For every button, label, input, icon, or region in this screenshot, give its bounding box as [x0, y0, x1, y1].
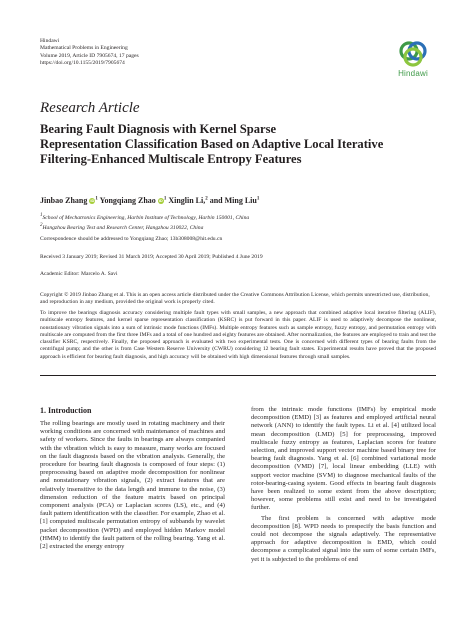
author-name[interactable]: Yongqiang Zhao — [99, 196, 156, 205]
correspondence: Correspondence should be addressed to Yongqiang Zhao; 13b308008@hit.edu.cn — [40, 236, 223, 242]
academic-editor: Academic Editor: Marcelo A. Savi — [40, 271, 118, 277]
affil-marker: 2 — [205, 196, 208, 202]
paragraph: The first problem is concerned with adaptive mode decomposition [8]. WPD needs to prespecify the basis function and could not decompose the signals adaptively. The representative approach for adaptive decomposition is EMD, which could decompose a complicated signal into the sum of some certain IMFs, yet it is subjected to the problems of end — [251, 514, 436, 563]
orcid-icon[interactable]: iD — [90, 198, 95, 203]
orcid-icon[interactable]: iD — [158, 198, 163, 203]
title-line: Representation Classification Based on Adaptive Local Iterative — [40, 137, 384, 152]
hindawi-logo — [392, 38, 434, 84]
author-conjunction: and — [209, 196, 223, 205]
affiliations — [40, 212, 249, 233]
abstract: To improve the bearings diagnosis accuracy considering multiple fault types with small samples, a new approach that combined adaptive local iterative filtering (ALIF), multiscale entropy features, and kernel sparse representation classification (KSRC) is put forward in this paper. ALIF is used to adaptively decompose the nonlinear, nonstationary vibration signals into a sum of intrinsic mode functions (IMFs). Multiple entropy features such as sample entropy, fuzzy entropy, and permutation entropy with multiscale are computed from the first three IMFs and a total of one hundred and eighty features are obtained. After normalization, the features are employed to train and test the classifier KSRC, respectively. Finally, the proposed approach is evaluated with two experimental tests. One is concerned with different types of bearing faults from the centrifugal pump; and the other is from Case Western Reserve University (CWRU) considering 12 bearing fault states. Experimental results have proved that the proposed approach is efficient for bearing fault diagnosis, and high accuracy will be obtained with high dimensional features through small samples. — [40, 310, 436, 360]
title-line: Bearing Fault Diagnosis with Kernel Sparse — [40, 122, 277, 136]
affiliation-item: $^2$Hangzhou Bearing Test and Research Center, Hangzhou 310022, China — [40, 223, 204, 232]
author-name[interactable]: Jinbao Zhang — [40, 196, 88, 205]
copyright-notice: Copyright © 2019 Jinbao Zhang et al. This is an open access article distributed under the Creative Commons Attribution License, which permits unrestricted use, distribution, and reproduction in any medium, provided the original work is properly cited. — [40, 292, 430, 306]
article-type: Research Article — [40, 100, 140, 116]
hindawi-logo-icon — [398, 38, 428, 68]
affil-marker: 1 — [95, 196, 98, 202]
article-title — [40, 122, 440, 168]
affil-marker: 1 — [163, 196, 167, 202]
author-name[interactable]: Ming Liu — [224, 196, 257, 205]
article-dates: Received 3 January 2019; Revised 31 March 2019; Accepted 30 April 2019; Published 4 June 2019 — [40, 254, 263, 260]
journal-header — [40, 38, 139, 67]
author-name[interactable]: Xinglin Li, — [168, 196, 206, 205]
journal-title: Mathematical Problems in Engineering — [40, 45, 128, 52]
author-list — [40, 196, 259, 205]
journal-publisher: Hindawi — [40, 38, 60, 44]
section-divider — [40, 375, 436, 376]
affil-marker: 1 — [256, 196, 260, 202]
paragraph: from the intrinsic mode functions (IMFs) by empirical mode decomposition (EMD) [3] as features and employed artificial neural network (ANN) to identify the fault types. Li et al. [4] utilized local mean decomposition (LMD) [5] for preprocessing, improved multiscale fuzzy entropy as features, Laplacian scores for feature selection, and improved support vector machine based binary tree for bearing fault diagnosis. Yang et al. [6] combined variational mode decomposition (VMD) [7], local linear embedding (LLE) with support vector machine (SVM) to diagnose mechanical faults of the rotor-bearing-casing system. Good effects in bearing fault diagnosis have been realized to some extent from the above description; however, some problems still exist and need to be investigated further. — [251, 406, 436, 512]
left-column — [40, 420, 225, 551]
affiliation-item: $^1$School of Mechatronics Engineering, Harbin Institute of Technology, Harbin 150001, China — [40, 213, 250, 221]
paragraph: The rolling bearings are mostly used in rotating machinery and their working conditions are concerned with maintenance of machines and safety of workers. Since the faults in bearings are always companied with the vibration which is easy to measure, many works are focused on the fault diagnosis based on the vibration analysis. Generally, the procedure for bearing fault diagnosis is composed of four steps: (1) preprocessing based on adaptive mode decomposition for nonlinear and nonstationary vibration signals, (2) extract features that are relatively insensitive to the data length and immune to the noise, (3) dimension reduction of the feature matrix based on principal component analysis (PCA) or Laplacian scores (LS), etc., and (4) fault pattern identification with the classifier. For example, Zhao et al. [1] computed multiscale permutation entropy of subbands by wavelet packet decomposition (WPD) and employed hidden Markov model (HMM) to identify the fault pattern of the rolling bearing. Yang et al. [2] extracted the energy entropy — [40, 420, 225, 551]
right-column — [251, 406, 436, 564]
hindawi-logo-text: Hindawi — [398, 69, 428, 78]
journal-volume: Volume 2019, Article ID 7905674, 17 pages — [40, 52, 139, 59]
title-line: Filtering-Enhanced Multiscale Entropy Features — [40, 152, 302, 167]
section-heading: 1. Introduction — [40, 406, 92, 415]
journal-doi-link[interactable]: https://doi.org/10.1155/2019/7905674 — [40, 59, 125, 66]
